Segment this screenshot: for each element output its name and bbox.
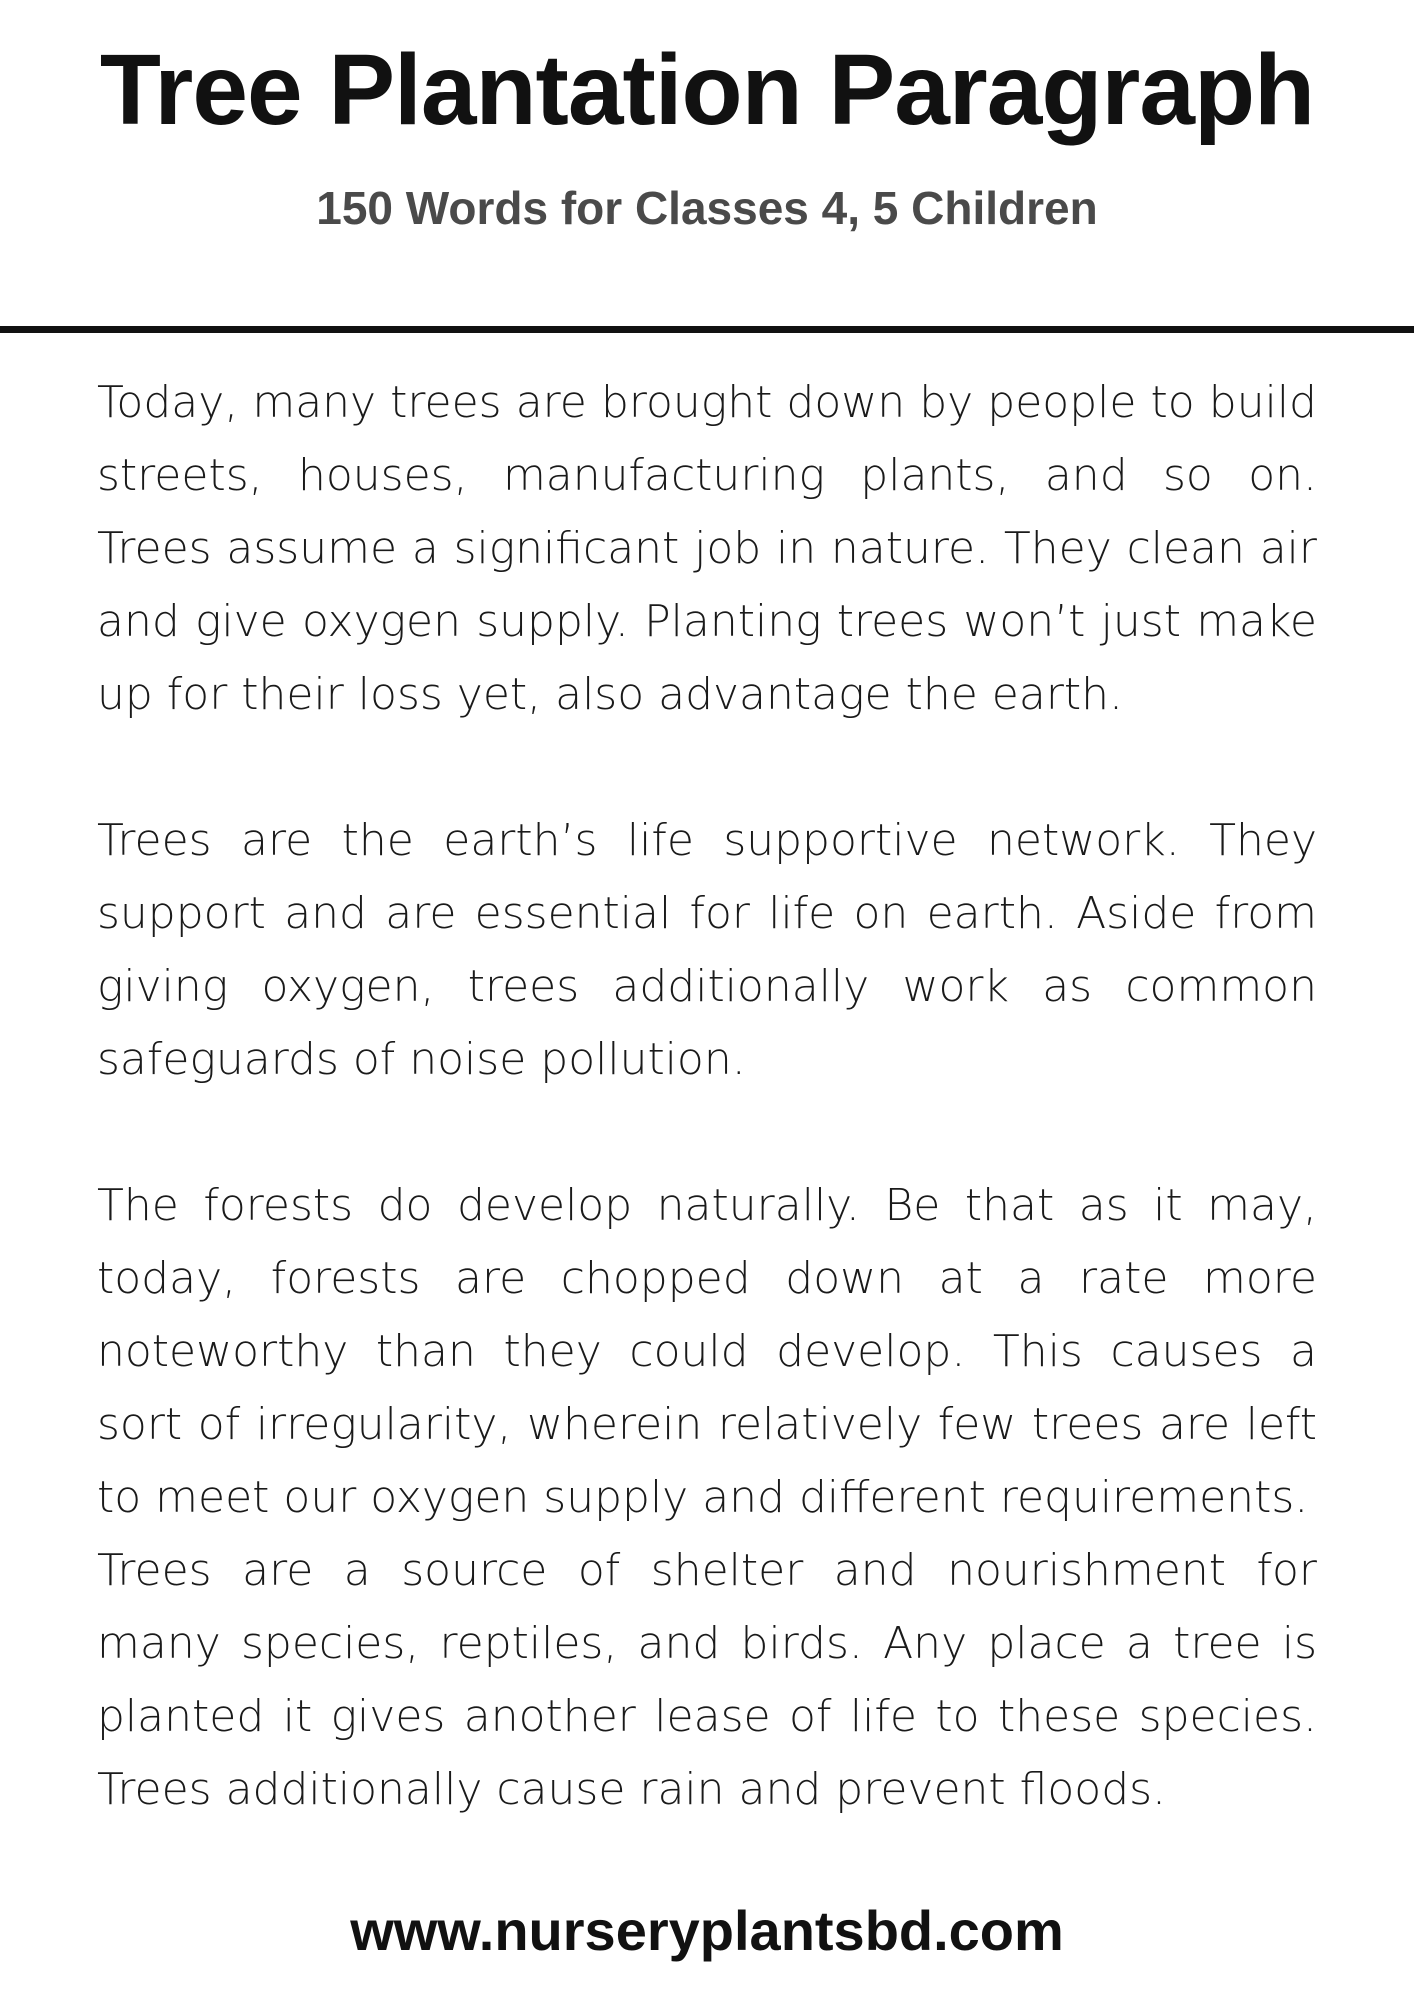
paragraph-2: Trees are the earth’s life supportive network. They support and are essential for life on earth. Aside from giving oxygen, trees additionally work as common safeguards of noise pollution. xyxy=(97,815,1317,1085)
header xyxy=(0,0,1414,326)
page-title: Tree Plantation Paragraph xyxy=(99,34,1315,146)
paragraph-4: Trees are a source of shelter and nourishment for many species, reptiles, and birds. Any place a tree is planted it gives another lease of life to these species. Trees additionally cause rain and prevent floods. xyxy=(97,1545,1317,1815)
article-body xyxy=(97,366,1317,1826)
paragraph-3: The forests do develop naturally. Be that as it may, today, forests are chopped down at a rate more noteworthy than they could develop. This causes a sort of irregularity, wherein relatively few trees are left to meet our oxygen supply and different requirements. xyxy=(97,1180,1317,1523)
paragraph-1: Today, many trees are brought down by people to build streets, houses, manufacturing plants, and so on. Trees assume a significant job in nature. They clean air and give oxygen supply. Planting trees won’t just make up for their loss yet, also advantage the earth. xyxy=(97,377,1317,720)
header-divider xyxy=(0,326,1414,333)
footer-website: www.nurseryplantsbd.com xyxy=(350,1899,1064,1962)
page-subtitle: 150 Words for Classes 4, 5 Children xyxy=(316,182,1098,234)
